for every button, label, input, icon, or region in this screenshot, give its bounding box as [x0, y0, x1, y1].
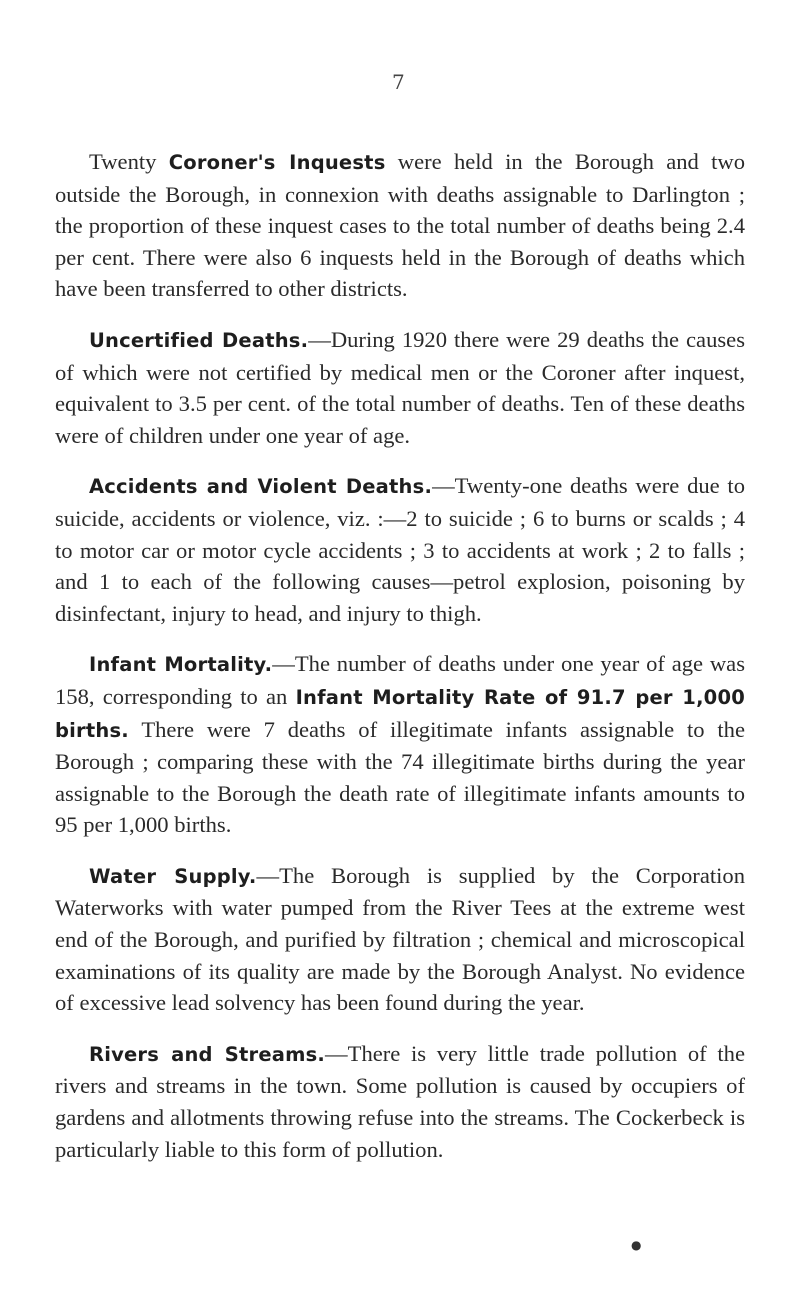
paragraph-text: were held in the Borough and two outside the Borough, in connexion with deaths assignable to Darlington ; the proportion of these inquest cases to the total number of deaths being 2.4 per cent. There were also 6 inquests held in the Borough of deaths which have been transferred to other districts. — [55, 149, 745, 302]
heading-infant-mortality-rate: Infant Mortality Rate of 91.7 per 1,000 births. — [55, 685, 745, 742]
paragraph-text-continued: There were 7 deaths of illegitimate infants assignable to the Borough ; comparing these with the 74 illegitimate births during the year assignable to the Borough the death rate of illegitimate infants amounts to 95 per 1,000 births. — [55, 716, 745, 838]
paragraph-coroners-inquests — [55, 146, 745, 305]
bullet-mark: ● — [631, 1238, 642, 1252]
heading-coroners-inquests: Coroner's Inquests — [168, 151, 386, 174]
heading-accidents-violent-deaths: Accidents and Violent Deaths. — [89, 475, 433, 499]
heading-uncertified-deaths: Uncertified Deaths. — [89, 328, 309, 352]
paragraph-text: —There is very little trade pollution of the rivers and streams in the town. Some pollution is caused by occupiers of gardens and allotments throwing refuse into the streams. The Cockerbeck is particularly liable to this form of pollution. — [55, 1040, 745, 1162]
paragraph-text: —The Borough is supplied by the Corporation Waterworks with water pumped from the River Tees at the extreme west end of the Borough, and purified by filtration ; chemical and microscopical examinations of its quality are made by the Borough Analyst. No evidence of excessive lead solvency has been found during the year. — [55, 862, 745, 1016]
paragraph-uncertified-deaths — [55, 324, 745, 451]
page-number: 7 — [392, 70, 405, 94]
paragraph-water-supply — [55, 860, 745, 1019]
heading-water-supply: Water Supply. — [89, 864, 257, 888]
document-body — [55, 146, 745, 1184]
heading-infant-mortality: Infant Mortality. — [89, 653, 273, 677]
paragraph-text: —During 1920 there were 29 deaths the causes of which were not certified by medical men or the Coroner after inquest, equivalent to 3.5 per cent. of the total number of deaths. Ten of these deaths were of children under one year of age. — [55, 326, 745, 448]
paragraph-text: —Twenty-one deaths were due to suicide, accidents or violence, viz. :—2 to suicide ; 6 to burns or scalds ; 4 to motor car or motor cycle accidents ; 3 to accidents at work ; 2 to falls ; and 1 to each of the following causes—petrol explosion, poisoning by disinfectant, injury to head, and injury to thigh. — [55, 473, 745, 626]
paragraph-lead: Twenty — [89, 149, 169, 174]
paragraph-text: —The number of deaths under one year of age was 158, corresponding to an — [55, 651, 745, 709]
paragraph-rivers-streams — [55, 1038, 745, 1165]
paragraph-accidents-violent-deaths — [55, 470, 745, 629]
paragraph-infant-mortality — [55, 648, 745, 841]
heading-rivers-streams: Rivers and Streams. — [89, 1042, 326, 1066]
